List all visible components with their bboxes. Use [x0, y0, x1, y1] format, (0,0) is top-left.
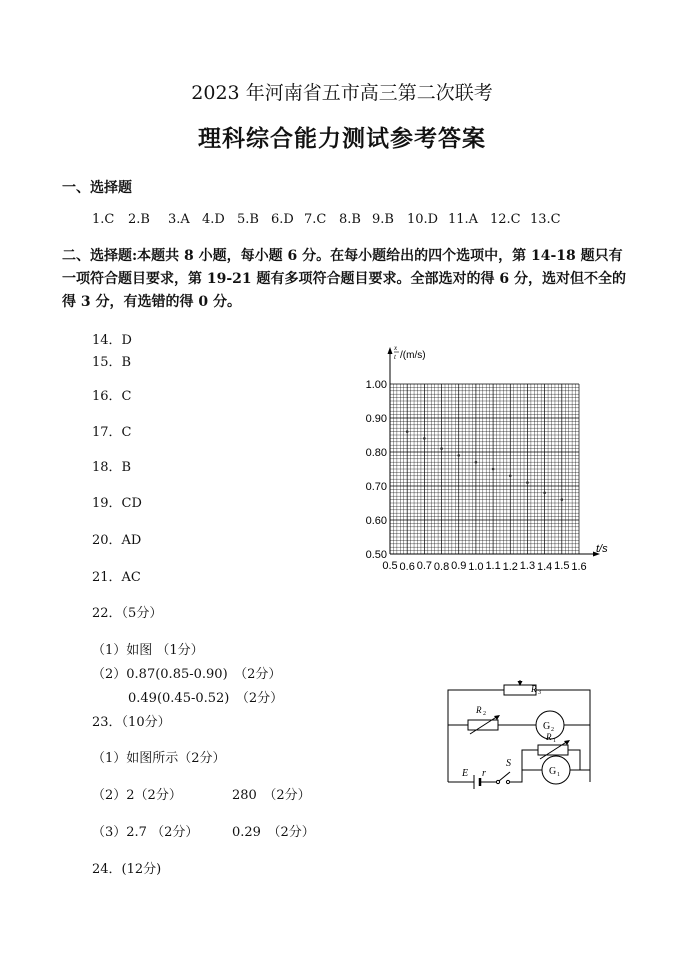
y-tick-label: 0.80	[365, 447, 387, 459]
q23-line2b: 280 （2分）	[232, 788, 311, 803]
x-tick-label: 1.6	[571, 561, 587, 573]
data-point	[526, 481, 529, 484]
emf-label: E	[462, 768, 469, 779]
x-tick-label: 0.9	[451, 560, 467, 572]
q24-heading: 24．(12分)	[92, 862, 162, 877]
answer-14: 14．D	[92, 333, 132, 348]
answer-17: 17．C	[92, 425, 132, 440]
ylabel-denominator: t	[394, 353, 396, 361]
xt-graph	[360, 340, 608, 575]
q22-line3: 0.49(0.45-0.52) （2分）	[128, 691, 284, 706]
y-tick-label: 0.50	[365, 549, 387, 561]
y-tick-label: 0.70	[365, 481, 387, 493]
q23-line3b: 0.29 （2分）	[232, 825, 315, 840]
mc-answer: 12.C	[490, 212, 521, 227]
graph-grid	[390, 384, 579, 554]
x-tick-label: 1.2	[502, 561, 518, 573]
mc-answer: 6.D	[271, 212, 294, 227]
x-tick-label: 0.6	[399, 561, 415, 573]
page-subtitle: 理科综合能力测试参考答案	[198, 125, 486, 152]
r1-sub: 1	[553, 738, 556, 744]
y-axis-arrow	[388, 347, 393, 354]
mc-answer: 3.A	[168, 212, 190, 227]
y-tick-label: 1.00	[365, 379, 387, 391]
answer-18: 18．B	[92, 460, 132, 475]
answer-21: 21．AC	[92, 570, 141, 585]
mc-answer: 2.B	[128, 212, 150, 227]
q22-line2: （2）0.87(0.85-0.90) （2分）	[92, 667, 282, 682]
mc-answer: 1.C	[92, 212, 115, 227]
g1-sub: 1	[557, 772, 560, 778]
mc-answer: 5.B	[237, 212, 259, 227]
mc-answer: 8.B	[339, 212, 361, 227]
data-point	[492, 468, 495, 471]
answer-15: 15．B	[92, 355, 132, 370]
q23-heading: 23．（10分）	[92, 715, 171, 730]
ylabel-numerator: x	[394, 344, 398, 352]
data-point	[457, 454, 460, 457]
circuit-diagram	[440, 680, 600, 795]
data-point	[561, 498, 564, 501]
r3-label: R	[531, 684, 537, 694]
data-point	[475, 461, 478, 464]
x-tick-label: 0.8	[433, 561, 450, 573]
section2-heading: 二、选择题:本题共 8 小题，每小题 6 分。在每小题给出的四个选项中，第 14-18 题只有一项符合题目要求，第 19-21 题有多项符合题目要求。全部选对的得 6 分，选对但不全的得 3 分，有选错的得 0 分。	[62, 248, 627, 310]
r1-label: R	[546, 732, 552, 742]
y-tick-label: 0.90	[365, 413, 387, 425]
resistor-r1	[538, 745, 568, 755]
switch-label: S	[506, 758, 511, 769]
data-point	[543, 492, 546, 495]
data-point	[406, 430, 409, 433]
x-tick-label: 1.3	[519, 560, 536, 572]
x-tick-label: 0.7	[416, 560, 433, 572]
mc-answer: 7.C	[304, 212, 327, 227]
q22-heading: 22．（5分）	[92, 606, 163, 621]
g1-label: G	[549, 766, 557, 777]
x-tick-label: 1.0	[468, 561, 484, 573]
mc-answer: 10.D	[407, 212, 439, 227]
r2-sub: 2	[483, 711, 486, 717]
q23-line1: （1）如图所示（2分）	[92, 751, 226, 766]
r2-label: R	[476, 705, 482, 715]
q22-line1: （1）如图 （1分）	[92, 643, 204, 658]
x-tick-label: 1.1	[485, 560, 501, 572]
data-point	[440, 447, 443, 450]
internal-r-label: r	[482, 768, 486, 779]
mc-answer: 4.D	[202, 212, 225, 227]
x-tick-label: 1.5	[554, 560, 570, 572]
xlabel: t/s	[596, 543, 608, 555]
mc-answer: 13.C	[530, 212, 561, 227]
mc-answer: 11.A	[448, 212, 479, 227]
data-point	[423, 437, 426, 440]
data-point	[509, 475, 512, 478]
r3-sub: 3	[538, 690, 541, 696]
resistor-r2	[468, 720, 498, 730]
g2-sub: 2	[551, 727, 554, 733]
ylabel-unit: /(m/s)	[400, 350, 426, 361]
y-tick-label: 0.60	[365, 515, 387, 527]
answer-19: 19．CD	[92, 496, 142, 511]
answer-16: 16．C	[92, 389, 132, 404]
g2-label: G	[543, 721, 551, 732]
x-tick-label: 1.4	[536, 561, 553, 573]
section1-heading: 一、选择题	[62, 180, 132, 196]
answer-20: 20．AD	[92, 533, 142, 548]
mc-answer: 9.B	[372, 212, 394, 227]
q23-line3a: （3）2.7 （2分）	[92, 825, 199, 840]
x-tick-label: 0.5	[382, 560, 398, 572]
page-title: 2023 年河南省五市高三第二次联考	[191, 82, 493, 104]
q23-line2a: （2）2（2分）	[92, 788, 182, 803]
